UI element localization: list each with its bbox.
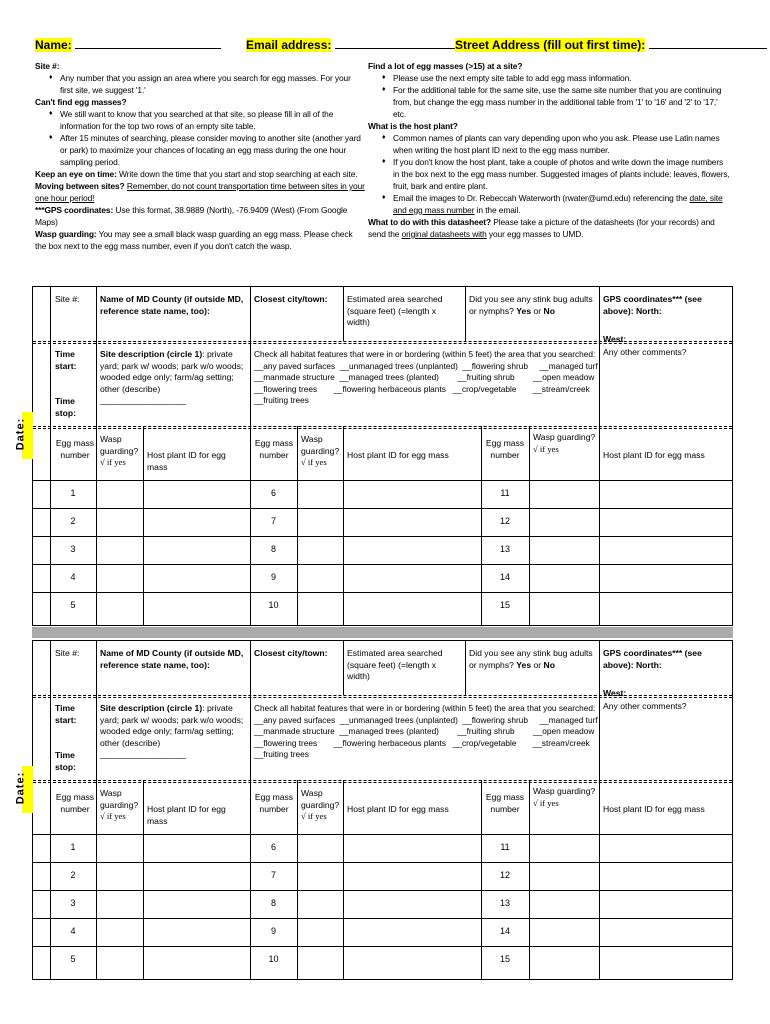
egg-mass-number-cell[interactable]: 7: [270, 870, 276, 880]
habitat-row-4[interactable]: __fruiting trees: [254, 749, 309, 759]
habitat-row-2[interactable]: __manmade structure __managed trees (planted) __fruiting shrub __open meadow: [254, 726, 595, 736]
comments-label: Any other comments?: [603, 701, 687, 711]
column-divider: [343, 287, 344, 341]
time-start-label: Time start:: [55, 703, 77, 725]
cant-find-bullet-1: ♦ We still want to know that you searched at that site, so please fill in all of the information for the top two rows of an empty site table.: [49, 108, 365, 132]
wasp-guarding-text: Wasp guarding?: [301, 434, 340, 456]
date-label: Date:: [14, 771, 27, 805]
area-label: Estimated area searched (square feet) (=length x width): [347, 294, 443, 327]
host-bullet-3-underlined: date, site and egg mass number: [393, 193, 723, 215]
time-start-label: Time start:: [55, 349, 77, 371]
gps-label: GPS coordinates*** (see above): North:: [603, 294, 702, 316]
egg-mass-number-cell[interactable]: 11: [500, 488, 510, 498]
host-plant-header: Host plant ID for egg mass: [603, 804, 705, 814]
egg-mass-number-header: Egg mass number: [254, 438, 294, 460]
column-divider: [343, 426, 344, 625]
host-bullet-3-post: in the email.: [474, 205, 521, 215]
site-heading: Site #:: [35, 61, 60, 71]
habitat-row-3[interactable]: __flowering trees __flowering herbaceous plants __crop/vegetable __stream/creek: [254, 737, 590, 748]
column-divider: [599, 641, 600, 979]
egg-mass-number-cell[interactable]: 10: [268, 600, 279, 610]
row-divider: [33, 780, 732, 783]
email-field[interactable]: [246, 38, 461, 52]
keep-eye-heading: Keep an eye on time:: [35, 169, 117, 179]
wasp-guarding-text: Wasp guarding?: [100, 434, 139, 456]
host-plant-header: Host plant ID for egg mass: [347, 450, 449, 460]
keep-eye-text: Write down the time that you start and stop searching at each site.: [119, 169, 358, 179]
email-line[interactable]: [335, 38, 461, 49]
time-stop-label: Time stop:: [55, 750, 77, 772]
city-label: Closest city/town:: [254, 294, 328, 304]
egg-mass-number-cell[interactable]: 12: [499, 516, 510, 526]
site-desc-heading: Site description (circle 1): [100, 349, 203, 359]
egg-mass-number-cell[interactable]: 15: [499, 600, 510, 610]
egg-mass-number-cell[interactable]: 4: [70, 572, 76, 582]
stinkbug-or: or: [531, 305, 544, 316]
wasp-guarding-text: Wasp guarding?: [301, 788, 340, 810]
wasp-guarding-header: [533, 432, 599, 455]
if-yes-text: √ if yes: [533, 443, 559, 454]
if-yes-text: √ if yes: [301, 811, 327, 821]
street-field[interactable]: [455, 38, 767, 52]
row-divider: [33, 918, 732, 919]
email-label: Email address:: [246, 38, 332, 52]
wasp-text: You may see a small black wasp guarding an egg mass. Please check the box next to the egg mass number, even if you don't catch the wasp.: [35, 229, 353, 251]
street-line[interactable]: [649, 38, 767, 49]
row-divider: [33, 834, 732, 835]
egg-mass-number-cell[interactable]: 14: [499, 572, 510, 582]
row-divider: [33, 341, 732, 344]
todo-text-underlined: original datasheets with: [401, 229, 487, 239]
egg-mass-number-cell[interactable]: 7: [270, 516, 276, 526]
egg-mass-number-cell[interactable]: 15: [499, 954, 510, 964]
row-divider: [33, 480, 732, 481]
habitat-row-2[interactable]: __manmade structure __managed trees (planted) __fruiting shrub __open meadow: [254, 372, 595, 382]
if-yes-text: √ if yes: [100, 457, 126, 467]
habitat-heading: Check all habitat features that were in or bordering (within 5 feet) the area that you searched:: [254, 349, 596, 359]
name-line[interactable]: [75, 38, 221, 49]
host-plant-header: Host plant ID for egg mass: [347, 804, 449, 814]
wasp-guarding-text: Wasp guarding?: [533, 786, 596, 796]
if-yes-text: √ if yes: [100, 811, 126, 821]
egg-mass-number-cell[interactable]: 5: [70, 954, 76, 964]
host-plant-header: Host plant ID for egg mass: [147, 804, 226, 826]
egg-mass-number-cell[interactable]: 1: [70, 488, 76, 498]
if-yes-text: √ if yes: [533, 797, 559, 808]
habitat-row-4[interactable]: __fruiting trees: [254, 395, 309, 405]
if-yes-text: √ if yes: [301, 457, 327, 467]
host-bullet-3-pre: Email the images to Dr. Rebeccah Waterworth (rwater@umd.edu) referencing the: [393, 193, 690, 203]
egg-mass-number-cell[interactable]: 8: [270, 898, 276, 908]
habitat-row-1[interactable]: __any paved surfaces __unmanaged trees (unplanted) __flowering shrub __managed turf: [254, 714, 598, 725]
egg-mass-number-header: Egg mass number: [254, 792, 294, 814]
moving-text: Remember, do not count transportation time between sites in your one hour period!: [35, 181, 365, 203]
wasp-guarding-text: Wasp guarding?: [533, 432, 596, 442]
gps-heading: ***GPS coordinates:: [35, 205, 114, 215]
column-divider: [297, 780, 298, 979]
site-desc-options[interactable]: : private yard; park w/ woods; park w/o woods; wooded edge only; farm/ag setting; other (describe) __________________: [100, 349, 244, 405]
site-bullet: ♦ Any number that you assign an area where you search for egg masses. For your first site, we suggest '1.': [49, 72, 365, 96]
page-header: [0, 0, 770, 60]
egg-mass-number-cell[interactable]: 8: [270, 544, 276, 554]
todo-heading: What to do with this datasheet?: [368, 217, 491, 227]
column-divider: [343, 641, 344, 695]
egg-mass-number-cell[interactable]: 2: [70, 870, 76, 880]
egg-mass-number-cell[interactable]: 9: [270, 926, 276, 936]
egg-mass-number-cell[interactable]: 9: [270, 572, 276, 582]
todo-text-post: your egg masses to UMD.: [486, 229, 584, 239]
wasp-guarding-text: Wasp guarding?: [100, 788, 139, 810]
row-divider: [33, 695, 732, 698]
stinkbug-question: Did you see any stink bug adults or nymphs?: [469, 294, 593, 316]
wasp-guarding-header: [301, 788, 346, 823]
egg-mass-number-header: Egg mass number: [55, 792, 95, 814]
egg-mass-number-header: Egg mass number: [485, 438, 525, 460]
habitat-heading: Check all habitat features that were in or bordering (within 5 feet) the area that you searched:: [254, 703, 596, 713]
county-label: Name of MD County (if outside MD, reference state name, too):: [100, 294, 244, 316]
wasp-guarding-header: [301, 434, 346, 469]
instructions-right: [368, 60, 730, 240]
row-divider: [33, 862, 732, 863]
stinkbug-no[interactable]: No: [543, 659, 556, 670]
site-form-2: [32, 640, 733, 980]
wasp-guarding-header: [100, 434, 145, 469]
column-divider: [529, 426, 530, 625]
street-label: Street Address (fill out first time):: [455, 38, 646, 52]
host-bullet-3: [382, 192, 730, 216]
county-label: Name of MD County (if outside MD, reference state name, too):: [100, 648, 244, 670]
egg-mass-number-cell[interactable]: 14: [499, 926, 510, 936]
row-divider: [33, 508, 732, 509]
habitat-features: [254, 703, 599, 761]
row-divider: [33, 946, 732, 947]
egg-mass-number-cell[interactable]: 4: [70, 926, 76, 936]
column-divider: [465, 641, 466, 695]
row-divider: [33, 564, 732, 565]
host-bullet-2: ♦ If you don't know the host plant, take a couple of photos and write down the image numbers in the box next to the egg mass number. Suggested images of plants include: leaves, flowers, fruit, bark and entire plant.: [382, 156, 730, 192]
site-number-label: Site #:: [55, 294, 80, 304]
stinkbug-label: [469, 294, 599, 317]
egg-mass-number-cell[interactable]: 6: [270, 842, 276, 852]
todo-text-pre: Please take a picture of the datasheets (for your records) and send the: [368, 217, 715, 239]
habitat-features: [254, 349, 599, 407]
area-label: Estimated area searched (square feet) (=length x width): [347, 648, 443, 681]
lot-heading: Find a lot of egg masses (>15) at a site?: [368, 61, 523, 71]
column-divider: [143, 426, 144, 625]
city-label: Closest city/town:: [254, 648, 328, 658]
lot-bullet-1: ♦ Please use the next empty site table to add egg mass information.: [382, 72, 730, 84]
site-desc-heading: Site description (circle 1): [100, 703, 203, 713]
wasp-guarding-header: [533, 786, 599, 809]
wasp-guarding-header: [100, 788, 145, 823]
row-divider: [33, 536, 732, 537]
date-label: Date:: [14, 417, 27, 451]
stinkbug-question: Did you see any stink bug adults or nymphs?: [469, 648, 593, 670]
gps-label: GPS coordinates*** (see above): North:: [603, 648, 702, 670]
host-bullet-1: ♦ Common names of plants can vary depending upon who you ask. Please use Latin names when writing the host plant ID next to the egg mass number.: [382, 132, 730, 156]
lot-bullet-2: ♦ For the additional table for the same site, use the same site number that you are continuing from, but change the egg mass number in the additional table from '1' to '16' and '2' to '17,' etc.: [382, 84, 730, 120]
site-form-1: [32, 286, 733, 626]
date-label-box[interactable]: [14, 412, 33, 459]
site-number-label: Site #:: [55, 648, 80, 658]
stinkbug-yes[interactable]: Yes: [516, 305, 532, 316]
cant-find-heading: Can't find egg masses?: [35, 97, 127, 107]
egg-mass-number-cell[interactable]: 3: [70, 898, 76, 908]
west-label: West:: [603, 688, 627, 698]
column-divider: [96, 641, 97, 979]
habitat-row-1[interactable]: __any paved surfaces __unmanaged trees (unplanted) __flowering shrub __managed turf: [254, 360, 598, 371]
column-divider: [96, 287, 97, 625]
egg-mass-number-cell[interactable]: 1: [70, 842, 76, 852]
date-label-box[interactable]: [14, 766, 33, 813]
west-label: West:: [603, 334, 627, 344]
egg-mass-number-cell[interactable]: 6: [270, 488, 276, 498]
instructions-left: [35, 60, 365, 252]
host-heading: What is the host plant?: [368, 121, 458, 131]
egg-mass-number-cell[interactable]: 11: [500, 842, 510, 852]
egg-mass-number-header: Egg mass number: [485, 792, 525, 814]
host-plant-header: Host plant ID for egg mass: [147, 450, 226, 472]
site-desc-options[interactable]: : private yard; park w/ woods; park w/o woods; wooded edge only; farm/ag setting; other (describe) __________________: [100, 703, 244, 759]
egg-mass-number-cell[interactable]: 13: [499, 544, 510, 554]
site-description: [100, 349, 248, 407]
egg-mass-number-cell[interactable]: 3: [70, 544, 76, 554]
column-divider: [297, 426, 298, 625]
moving-heading: Moving between sites?: [35, 181, 125, 191]
stinkbug-label: [469, 648, 599, 671]
egg-mass-number-cell[interactable]: 2: [70, 516, 76, 526]
gps-text: Use this format, 38.9889 (North), -76.9409 (West) (From Google Maps): [35, 205, 348, 227]
egg-mass-number-cell[interactable]: 5: [70, 600, 76, 610]
column-divider: [599, 287, 600, 625]
stinkbug-no[interactable]: No: [543, 305, 556, 316]
cant-find-bullet-2: ♦ After 15 minutes of searching, please consider moving to another site (another yard or park) to maximize your chances of locating an egg mass during the one hour sampling period.: [49, 132, 365, 168]
egg-mass-number-cell[interactable]: 12: [499, 870, 510, 880]
column-divider: [143, 780, 144, 979]
column-divider: [343, 780, 344, 979]
site-description: [100, 703, 248, 761]
column-divider: [250, 287, 251, 426]
egg-mass-number-cell[interactable]: 13: [499, 898, 510, 908]
comments-label: Any other comments?: [603, 347, 687, 357]
column-divider: [465, 287, 466, 341]
row-divider: [33, 592, 732, 593]
host-plant-header: Host plant ID for egg mass: [603, 450, 705, 460]
wasp-heading: Wasp guarding:: [35, 229, 97, 239]
name-field[interactable]: [35, 38, 221, 52]
row-divider: [33, 426, 732, 429]
column-divider: [529, 780, 530, 979]
name-label: Name:: [35, 38, 72, 52]
column-divider: [250, 641, 251, 780]
stinkbug-yes[interactable]: Yes: [516, 659, 532, 670]
form-separator: [32, 627, 733, 638]
habitat-row-3[interactable]: __flowering trees __flowering herbaceous plants __crop/vegetable __stream/creek: [254, 383, 590, 394]
stinkbug-or: or: [531, 659, 544, 670]
egg-mass-number-header: Egg mass number: [55, 438, 95, 460]
time-stop-label: Time stop:: [55, 396, 77, 418]
egg-mass-number-cell[interactable]: 10: [268, 954, 279, 964]
row-divider: [33, 890, 732, 891]
